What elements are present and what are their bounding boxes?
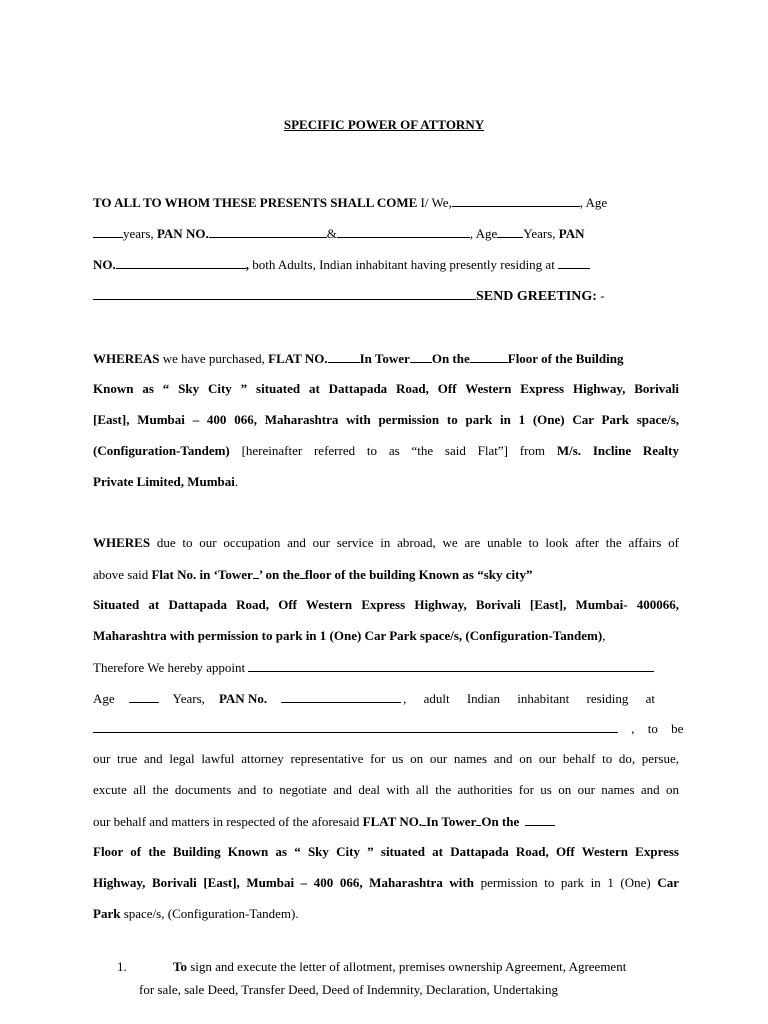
whereas2-line-8: our true and legal lawful attorney representative for us on our names and on our behalf to do, persue, [93,751,679,766]
send-greeting: SEND GREETING: [476,289,597,304]
whereas1-line-3: [East], Mumbai – 400 066, Maharashtra with permission to park in 1 (One) Car Park space/s, [93,412,679,427]
intro-heading: TO ALL TO WHOM THESE PRESENTS SHALL COME [93,195,418,210]
intro-line-3: NO. , both Adults, Indian inhabitant having presently residing at [93,256,679,273]
floor-blank [470,350,508,363]
attorney-age-blank [129,690,159,703]
whereas2-line-11: Floor of the Building Known as “ Sky City ” situated at Dattapada Road, Off Western Express [93,844,679,859]
list-item-line-1: To sign and execute the letter of allotment, premises ownership Agreement, Agreement [173,959,627,974]
whereas2-line-13: Park space/s, (Configuration-Tandem). [93,906,299,921]
address-blank [93,287,476,300]
attorney-pan-blank [281,690,401,703]
whereas2-line-1: WHERES due to our occupation and our service in abroad, we are unable to look after the affairs of [93,535,679,550]
tower-blank [410,350,432,363]
list-item-line-2: for sale, sale Deed, Transfer Deed, Deed of Indemnity, Declaration, Undertaking [139,982,558,997]
name2-blank [337,225,470,238]
attorney-address-blank [93,720,618,733]
intro-line-2: years, PAN NO. & , Age Years, PAN [93,225,679,242]
whereas2-line-2: above said Flat No. in ‘Tower ’ on the floor of the building Known as “sky city” [93,567,533,582]
whereas2-line-4: Maharashtra with permission to park in 1 (One) Car Park space/s, (Configuration-Tandem), [93,628,606,643]
pan-blank [209,225,327,238]
pan2-blank [116,256,246,269]
age-blank [93,225,123,238]
whereas1-line-1: WHEREAS we have purchased, FLAT NO. In Tower On the Floor of the Building [93,351,624,366]
list-item-number: 1. [117,959,127,974]
floor3-blank [525,813,555,826]
intro-line-1: TO ALL TO WHOM THESE PRESENTS SHALL COME I/ We, , Age [93,195,608,210]
document-title: SPECIFIC POWER OF ATTORNY [283,117,485,132]
whereas2-line-6: Age Years, PAN No. , adult Indian inhabitant residing at [93,691,656,706]
name-blank [452,194,580,207]
age2-blank [497,225,523,238]
whereas1-line-4: (Configuration-Tandem) [hereinafter referred to as “the said Flat”] from M/s. Incline Realty [93,443,679,458]
whereas1-line-2: Known as “ Sky City ” situated at Dattapada Road, Off Western Express Highway, Borivali [93,381,679,396]
flat-no-blank [328,350,360,363]
attorney-name-blank [248,659,654,672]
whereas2-line-5: Therefore We hereby appoint [93,659,679,676]
address-blank-start [558,256,590,269]
whereas2-line-10: our behalf and matters in respected of the aforesaid FLAT NO. In Tower On the [93,813,679,830]
whereas2-line-3: Situated at Dattapada Road, Off Western Express Highway, Borivali [East], Mumbai- 400066, [93,597,679,612]
whereas2-line-12: Highway, Borivali [East], Mumbai – 400 066, Maharashtra with permission to park in 1 (One) Car [93,875,679,890]
whereas1-line-5: Private Limited, Mumbai. [93,474,239,489]
whereas2-line-9: excute all the documents and to negotiate and deal with all the authorities for us on our names and on [93,782,679,797]
intro-line-4: SEND GREETING: - [93,287,679,305]
whereas2-line-7: , to be [93,720,679,737]
